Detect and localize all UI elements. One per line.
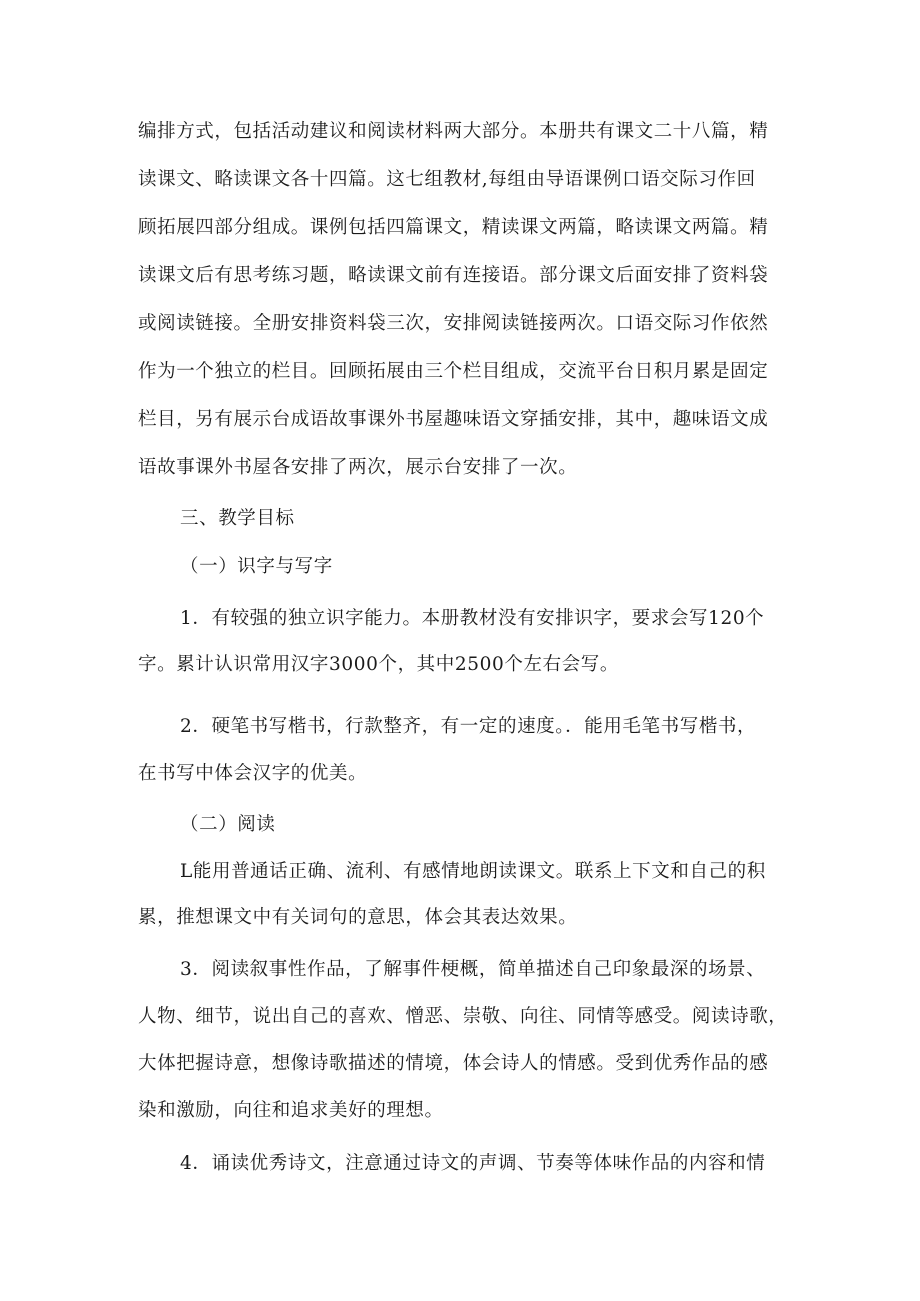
paragraph-line: 字。累计认识常用汉字3000个，其中2500个左右会写。 [138, 654, 619, 675]
paragraph-line: 人物、细节，说出自己的喜欢、憎恶、崇敬、向往、同情等感受。阅读诗歌， [138, 1006, 788, 1027]
paragraph-line: 累，推想课文中有关词句的意思，体会其表达效果。 [138, 907, 578, 928]
paragraph-line: 4．诵读优秀诗文，注意通过诗文的声调、节奏等体味作品的内容和情 [180, 1153, 766, 1174]
paragraph-line: 读课文、略读课文各十四篇。这七组教材,每组由导语课例口语交际习作回 [138, 169, 756, 190]
section-heading: 三、教学目标 [180, 508, 295, 529]
paragraph-line: 或阅读链接。全册安排资料袋三次，安排阅读链接两次。口语交际习作依然 [138, 313, 769, 334]
paragraph-line: L能用普通话正确、流利、有感情地朗读课文。联系上下文和自己的积 [180, 861, 766, 882]
paragraph-line: 读课文后有思考练习题，略读课文前有连接语。部分课文后面安排了资料袋 [138, 265, 769, 286]
paragraph-line: 语故事课外书屋各安排了两次，展示台安排了一次。 [138, 457, 578, 478]
paragraph-line: 2．硬笔书写楷书，行款整齐，有一定的速度。．能用毛笔书写楷书， [180, 716, 757, 737]
paragraph-line: 3．阅读叙事性作品，了解事件梗概，简单描述自己印象最深的场景、 [180, 959, 766, 980]
paragraph-line: 1．有较强的独立识字能力。本册教材没有安排识字，要求会写120个 [180, 608, 765, 629]
paragraph-line: 作为一个独立的栏目。回顾拓展由三个栏目组成，交流平台日积月累是固定 [138, 361, 769, 382]
subsection-heading: （一）识字与写字 [180, 556, 333, 577]
paragraph-line: 栏目，另有展示台成语故事课外书屋趣味语文穿插安排，其中，趣味语文成 [138, 409, 769, 430]
subsection-heading: （二）阅读 [180, 814, 276, 835]
paragraph-line: 编排方式，包括活动建议和阅读材料两大部分。本册共有课文二十八篇，精 [138, 121, 769, 142]
paragraph-line: 在书写中体会汉字的优美。 [138, 763, 368, 784]
paragraph-line: 染和激励，向往和追求美好的理想。 [138, 1100, 444, 1121]
paragraph-line: 顾拓展四部分组成。课例包括四篇课文，精读课文两篇，略读课文两篇。精 [138, 217, 769, 238]
paragraph-line: 大体把握诗意，想像诗歌描述的情境，体会诗人的情感。受到优秀作品的感 [138, 1053, 769, 1074]
